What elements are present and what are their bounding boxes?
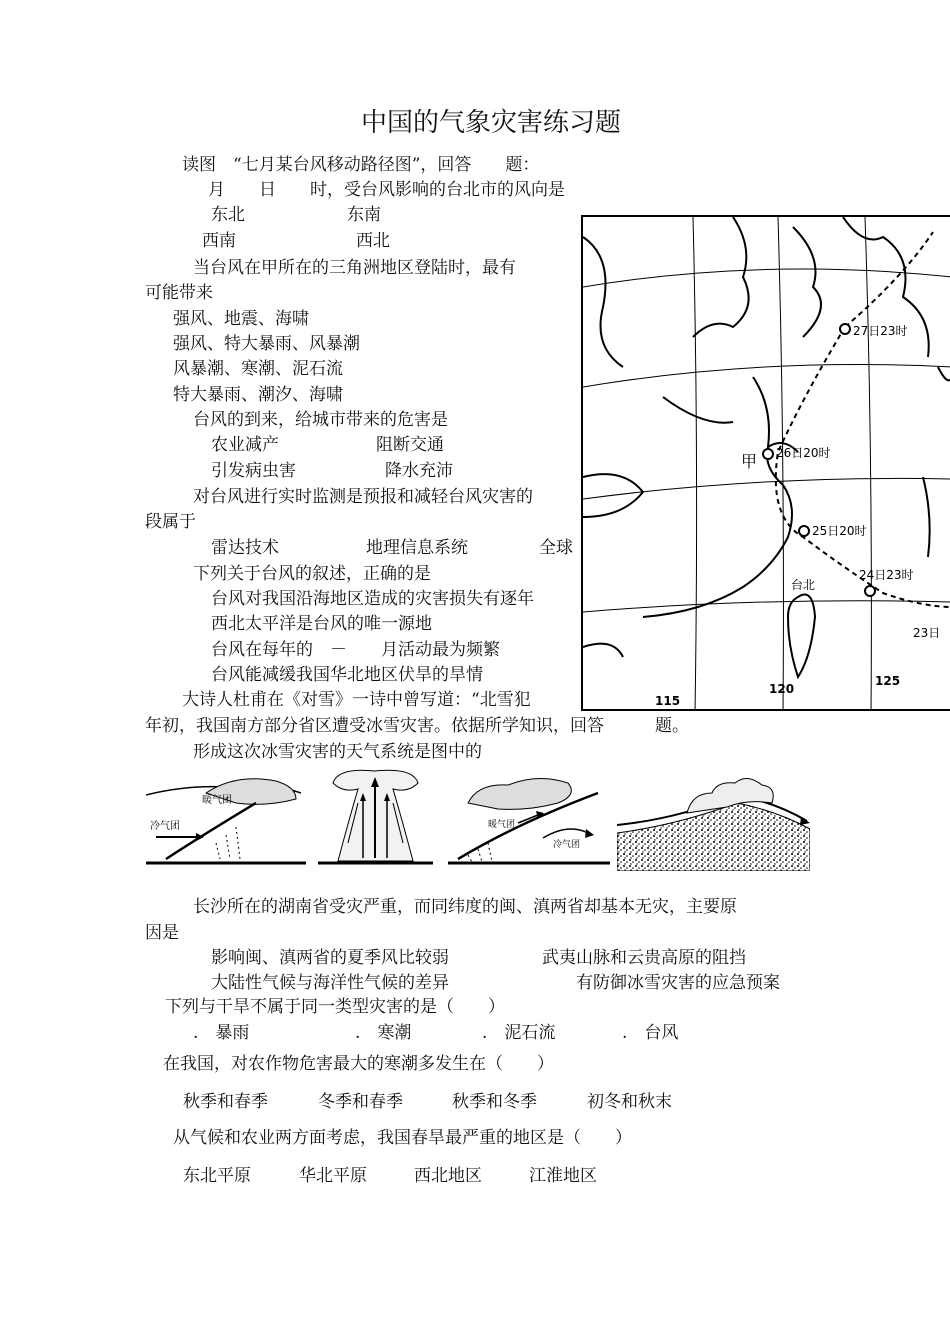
q3-option-c: 引发病虫害 xyxy=(211,461,296,481)
q8-option-c: . 泥石流 xyxy=(482,1023,556,1043)
q8-option-a: . 暴雨 xyxy=(193,1023,250,1043)
lon-label-125: 125 xyxy=(875,674,901,688)
q5-stem: 下列关于台风的叙述，正确的是 xyxy=(193,564,431,584)
q3-option-b: 阻断交通 xyxy=(376,435,444,455)
q10-option-d: 江淮地区 xyxy=(529,1166,597,1186)
q1-stem: 月 日 时，受台风影响的台北市的风向是 xyxy=(208,180,565,200)
q3-option-d: 降水充沛 xyxy=(385,461,453,481)
anticyclone-diagram xyxy=(617,763,810,871)
q9-option-c: 秋季和冬季 xyxy=(452,1092,537,1112)
warm-air-label-1: 暖气团 xyxy=(202,795,232,806)
q2-stem: 当台风在甲所在的三角洲地区登陆时，最有 xyxy=(193,258,516,278)
q7-option-c: 大陆性气候与海洋性气候的差异 xyxy=(211,973,449,993)
passage-line-2: 年初，我国南方部分省区遭受冰雪灾害。依据所学知识，回答 题。 xyxy=(145,716,689,736)
page-title: 中国的气象灾害练习题 xyxy=(361,108,622,138)
q7-stem: 长沙所在的湖南省受灾严重，而同纬度的闽、滇两省却基本无灾，主要原 xyxy=(193,897,737,917)
cold-front-diagram xyxy=(146,763,306,871)
q5-option-d: 台风能减缓我国华北地区伏旱的旱情 xyxy=(211,665,483,685)
warm-air-label-2: 暖气团 xyxy=(488,820,516,830)
q4-option-b: 地理信息系统 xyxy=(366,538,468,558)
q7-option-d: 有防御冰雪灾害的应急预案 xyxy=(576,973,780,993)
q5-option-c: 台风在每年的 － 月活动最为频繁 xyxy=(211,640,500,660)
q3-stem: 台风的到来，给城市带来的危害是 xyxy=(193,410,448,430)
q4-stem-cont: 段属于 xyxy=(145,512,196,532)
q2-option-b: 强风、特大暴雨、风暴潮 xyxy=(173,334,360,354)
convection-diagram xyxy=(318,763,433,871)
q6-stem: 形成这次冰雪灾害的天气系统是图中的 xyxy=(193,742,482,762)
q10-option-a: 东北平原 xyxy=(183,1166,251,1186)
cold-air-label-1: 冷气团 xyxy=(150,821,180,832)
q4-option-c: 全球 xyxy=(539,538,573,558)
q5-option-b: 西北太平洋是台风的唯一源地 xyxy=(211,614,432,634)
q2-option-d: 特大暴雨、潮汐、海啸 xyxy=(173,385,343,405)
q4-option-a: 雷达技术 xyxy=(211,538,279,558)
q8-option-b: . 寒潮 xyxy=(355,1023,412,1043)
map-label-27: 27日23时 xyxy=(853,324,908,338)
q9-option-a: 秋季和春季 xyxy=(183,1092,268,1112)
map-label-25: 25日20时 xyxy=(812,524,867,538)
typhoon-track-map xyxy=(581,215,950,711)
map-label-24: 24日23时 xyxy=(859,568,914,582)
q9-option-d: 初冬和秋末 xyxy=(587,1092,672,1112)
cold-air-label-2: 冷气团 xyxy=(553,840,581,850)
q1-intro: 读图 “七月某台风移动路径图”，回答 题： xyxy=(182,155,540,175)
q10-option-c: 西北地区 xyxy=(414,1166,482,1186)
q8-option-d: . 台风 xyxy=(622,1023,679,1043)
q8-stem: 下列与干旱不属于同一类型灾害的是（ ） xyxy=(165,997,505,1017)
q10-option-b: 华北平原 xyxy=(299,1166,367,1186)
lon-label-120: 120 xyxy=(769,682,795,696)
q10-stem: 从气候和农业两方面考虑，我国春旱最严重的地区是（ ） xyxy=(173,1128,632,1148)
q2-option-c: 风暴潮、寒潮、泥石流 xyxy=(173,359,343,379)
q7-option-a: 影响闽、滇两省的夏季风比较弱 xyxy=(211,948,449,968)
q1-option-d: 西北 xyxy=(356,231,390,251)
map-label-jia: 甲 xyxy=(741,452,758,471)
q4-stem: 对台风进行实时监测是预报和减轻台风灾害的 xyxy=(193,487,533,507)
q5-option-a: 台风对我国沿海地区造成的灾害损失有逐年 xyxy=(211,589,534,609)
q1-option-b: 东南 xyxy=(347,205,381,225)
q9-stem: 在我国，对农作物危害最大的寒潮多发生在（ ） xyxy=(163,1054,554,1074)
q7-stem-cont: 因是 xyxy=(145,923,179,943)
lon-label-115: 115 xyxy=(655,694,681,708)
q2-option-a: 强风、地震、海啸 xyxy=(173,309,309,329)
q7-option-b: 武夷山脉和云贵高原的阻挡 xyxy=(542,948,746,968)
map-label-23: 23日 xyxy=(913,626,941,640)
q2-stem-cont: 可能带来 xyxy=(145,283,213,303)
q3-option-a: 农业减产 xyxy=(211,435,279,455)
passage-line-1: 大诗人杜甫在《对雪》一诗中曾写道：“北雪犯 xyxy=(182,690,531,710)
q1-option-a: 东北 xyxy=(211,205,245,225)
q1-option-c: 西南 xyxy=(202,231,236,251)
map-label-26: 26日20时 xyxy=(776,446,831,460)
warm-front-diagram xyxy=(448,763,610,871)
q9-option-b: 冬季和春季 xyxy=(318,1092,403,1112)
map-label-taipei: 台北 xyxy=(791,578,816,592)
